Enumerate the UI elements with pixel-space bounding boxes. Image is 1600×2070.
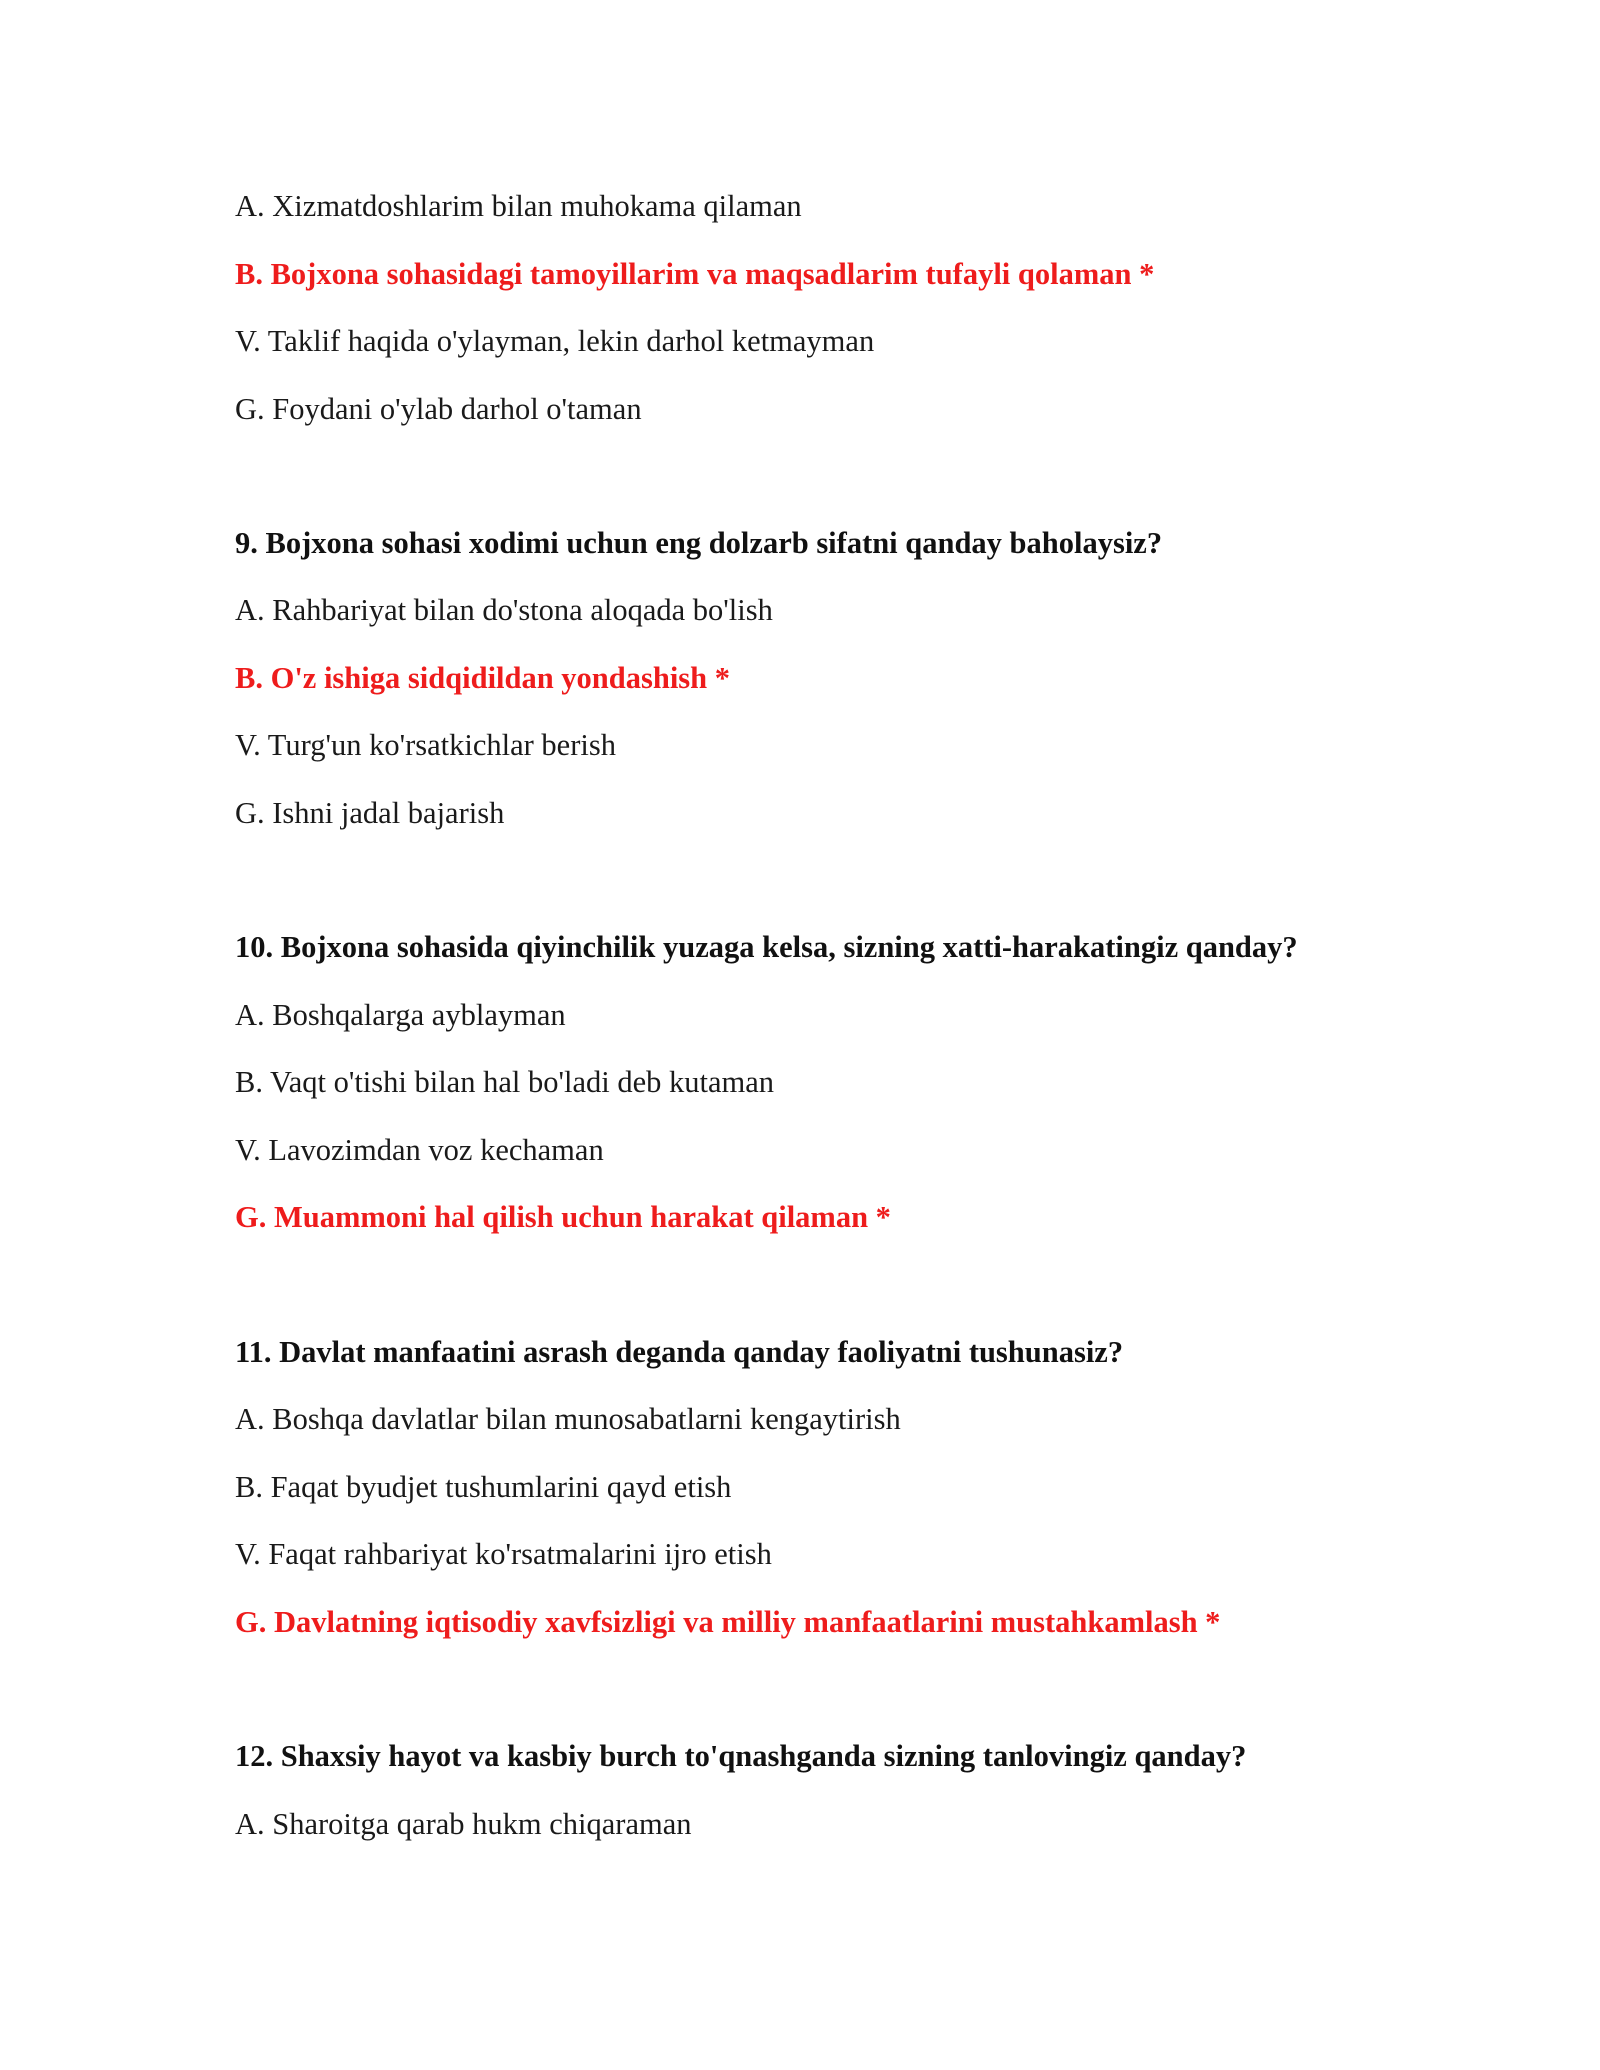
- option-line: B. Vaqt o'tishi bilan hal bo'ladi deb kutaman: [235, 1065, 775, 1099]
- correct-answer-line: G. Davlatning iqtisodiy xavfsizligi va milliy manfaatlarini mustahkamlash *: [235, 1605, 1221, 1639]
- correct-answer-line: B. O'z ishiga sidqidildan yondashish *: [235, 661, 730, 695]
- question-heading: 11. Davlat manfaatini asrash deganda qanday faoliyatni tushunasiz?: [235, 1335, 1124, 1369]
- option-line: V. Lavozimdan voz kechaman: [235, 1133, 604, 1167]
- option-line: A. Xizmatdoshlarim bilan muhokama qilaman: [235, 189, 802, 223]
- correct-answer-line: G. Muammoni hal qilish uchun harakat qilaman *: [235, 1200, 891, 1234]
- option-line: B. Faqat byudjet tushumlarini qayd etish: [235, 1470, 732, 1504]
- option-line: A. Rahbariyat bilan do'stona aloqada bo'lish: [235, 593, 773, 627]
- question-heading: 9. Bojxona sohasi xodimi uchun eng dolzarb sifatni qanday baholaysiz?: [235, 526, 1163, 560]
- option-line: V. Taklif haqida o'ylayman, lekin darhol ketmayman: [235, 324, 875, 358]
- question-heading: 10. Bojxona sohasida qiyinchilik yuzaga kelsa, sizning xatti-harakatingiz qanday?: [235, 930, 1298, 964]
- option-line: G. Ishni jadal bajarish: [235, 796, 505, 830]
- option-line: V. Turg'un ko'rsatkichlar berish: [235, 728, 616, 762]
- option-line: A. Boshqa davlatlar bilan munosabatlarni kengaytirish: [235, 1402, 901, 1436]
- option-line: G. Foydani o'ylab darhol o'taman: [235, 392, 642, 426]
- question-heading: 12. Shaxsiy hayot va kasbiy burch to'qnashganda sizning tanlovingiz qanday?: [235, 1739, 1247, 1773]
- option-line: V. Faqat rahbariyat ko'rsatmalarini ijro etish: [235, 1537, 772, 1571]
- correct-answer-line: B. Bojxona sohasidagi tamoyillarim va maqsadlarim tufayli qolaman *: [235, 257, 1155, 291]
- option-line: A. Boshqalarga ayblayman: [235, 998, 566, 1032]
- option-line: A. Sharoitga qarab hukm chiqaraman: [235, 1807, 692, 1841]
